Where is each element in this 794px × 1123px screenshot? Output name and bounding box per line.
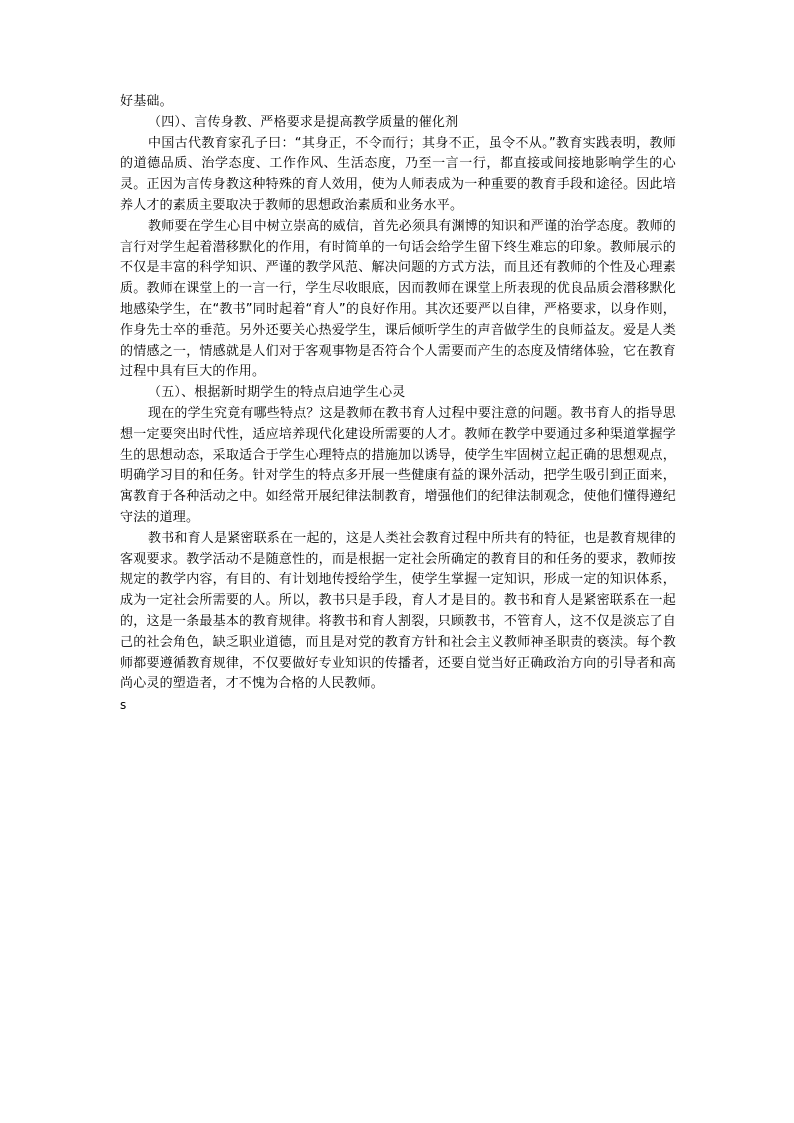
section-5-paragraph-2: 教书和育人是紧密联系在一起的，这是人类社会教育过程中所共有的特征，也是教育规律的客观要求。教学活动不是随意性的，而是根据一定社会所确定的教育目的和任务的要求，教师按规定的教学内容，有目的、有计划地传授给学生，使学生掌握一定知识，形成一定的知识体系，成为一定社会所需要的人。所以，教书只是手段，育人才是目的。教书和育人是紧密联系在一起的，这是一条最基本的教育规律。将教书和育人割裂，只顾教书，不管育人，这不仅是淡忘了自己的社会角色，缺乏职业道德，而且是对党的教育方针和社会主义教师神圣职责的亵渎。每个教师都要遵循教育规律，不仅要做好专业知识的传播者，还要自觉当好正确政治方向的引导者和高尚心灵的塑造者，才不愧为合格的人民教师。 <box>120 530 677 692</box>
trailing-mark: s <box>120 698 127 713</box>
section-4-paragraph-2: 教师要在学生心目中树立崇高的威信，首先必须具有渊博的知识和严谨的治学态度。教师的言行对学生起着潜移默化的作用，有时简单的一句话会给学生留下终生难忘的印象。教师展示的不仅是丰富的科学知识、严谨的教学风范、解决问题的方式方法，而且还有教师的个性及心理素质。教师在课堂上的一言一行，学生尽收眼底，因而教师在课堂上所表现的优良品质会潜移默化地感染学生，在“教书”同时起着“育人”的良好作用。其次还要严以自律，严格要求，以身作则，作身先士卒的垂范。另外还要关心热爱学生，课后倾听学生的声音做学生的良师益友。爱是人类的情感之一，情感就是人们对于客观事物是否符合个人需要而产生的态度及情绪体验，它在教育过程中具有巨大的作用。 <box>120 218 677 380</box>
section-5-paragraph-1: 现在的学生究竟有哪些特点？这是教师在教书育人过程中要注意的问题。教书育人的指导思想一定要突出时代性，适应培养现代化建设所需要的人才。教师在教学中要通过多种渠道掌握学生的思想动态，采取适合于学生心理特点的措施加以诱导，使学生牢固树立起正确的思想观点，明确学习目的和任务。针对学生的特点多开展一些健康有益的课外活动，把学生吸引到正面来，寓教育于各种活动之中。如经常开展纪律法制教育，增强他们的纪律法制观念，使他们懂得遵纪守法的道理。 <box>120 405 677 525</box>
section-4-heading: （四）、言传身教、严格要求是提高教学质量的催化剂 <box>148 114 459 130</box>
document-page <box>120 92 676 716</box>
section-4-paragraph-1: 中国古代教育家孔子曰：“其身正，不令而行；其身不正，虽令不从。”教育实践表明，教师的道德品质、治学态度、工作作风、生活态度，乃至一言一行，都直接或间接地影响学生的心灵。正因为言传身教这种特殊的育人效用，使为人师表成为一种重要的教育手段和途径。因此培养人才的素质主要取决于教师的思想政治素质和业务水平。 <box>120 135 676 213</box>
lead-text: 好基础。 <box>120 94 173 109</box>
section-5-heading: （五）、根据新时期学生的特点启迪学生心灵 <box>148 385 406 401</box>
